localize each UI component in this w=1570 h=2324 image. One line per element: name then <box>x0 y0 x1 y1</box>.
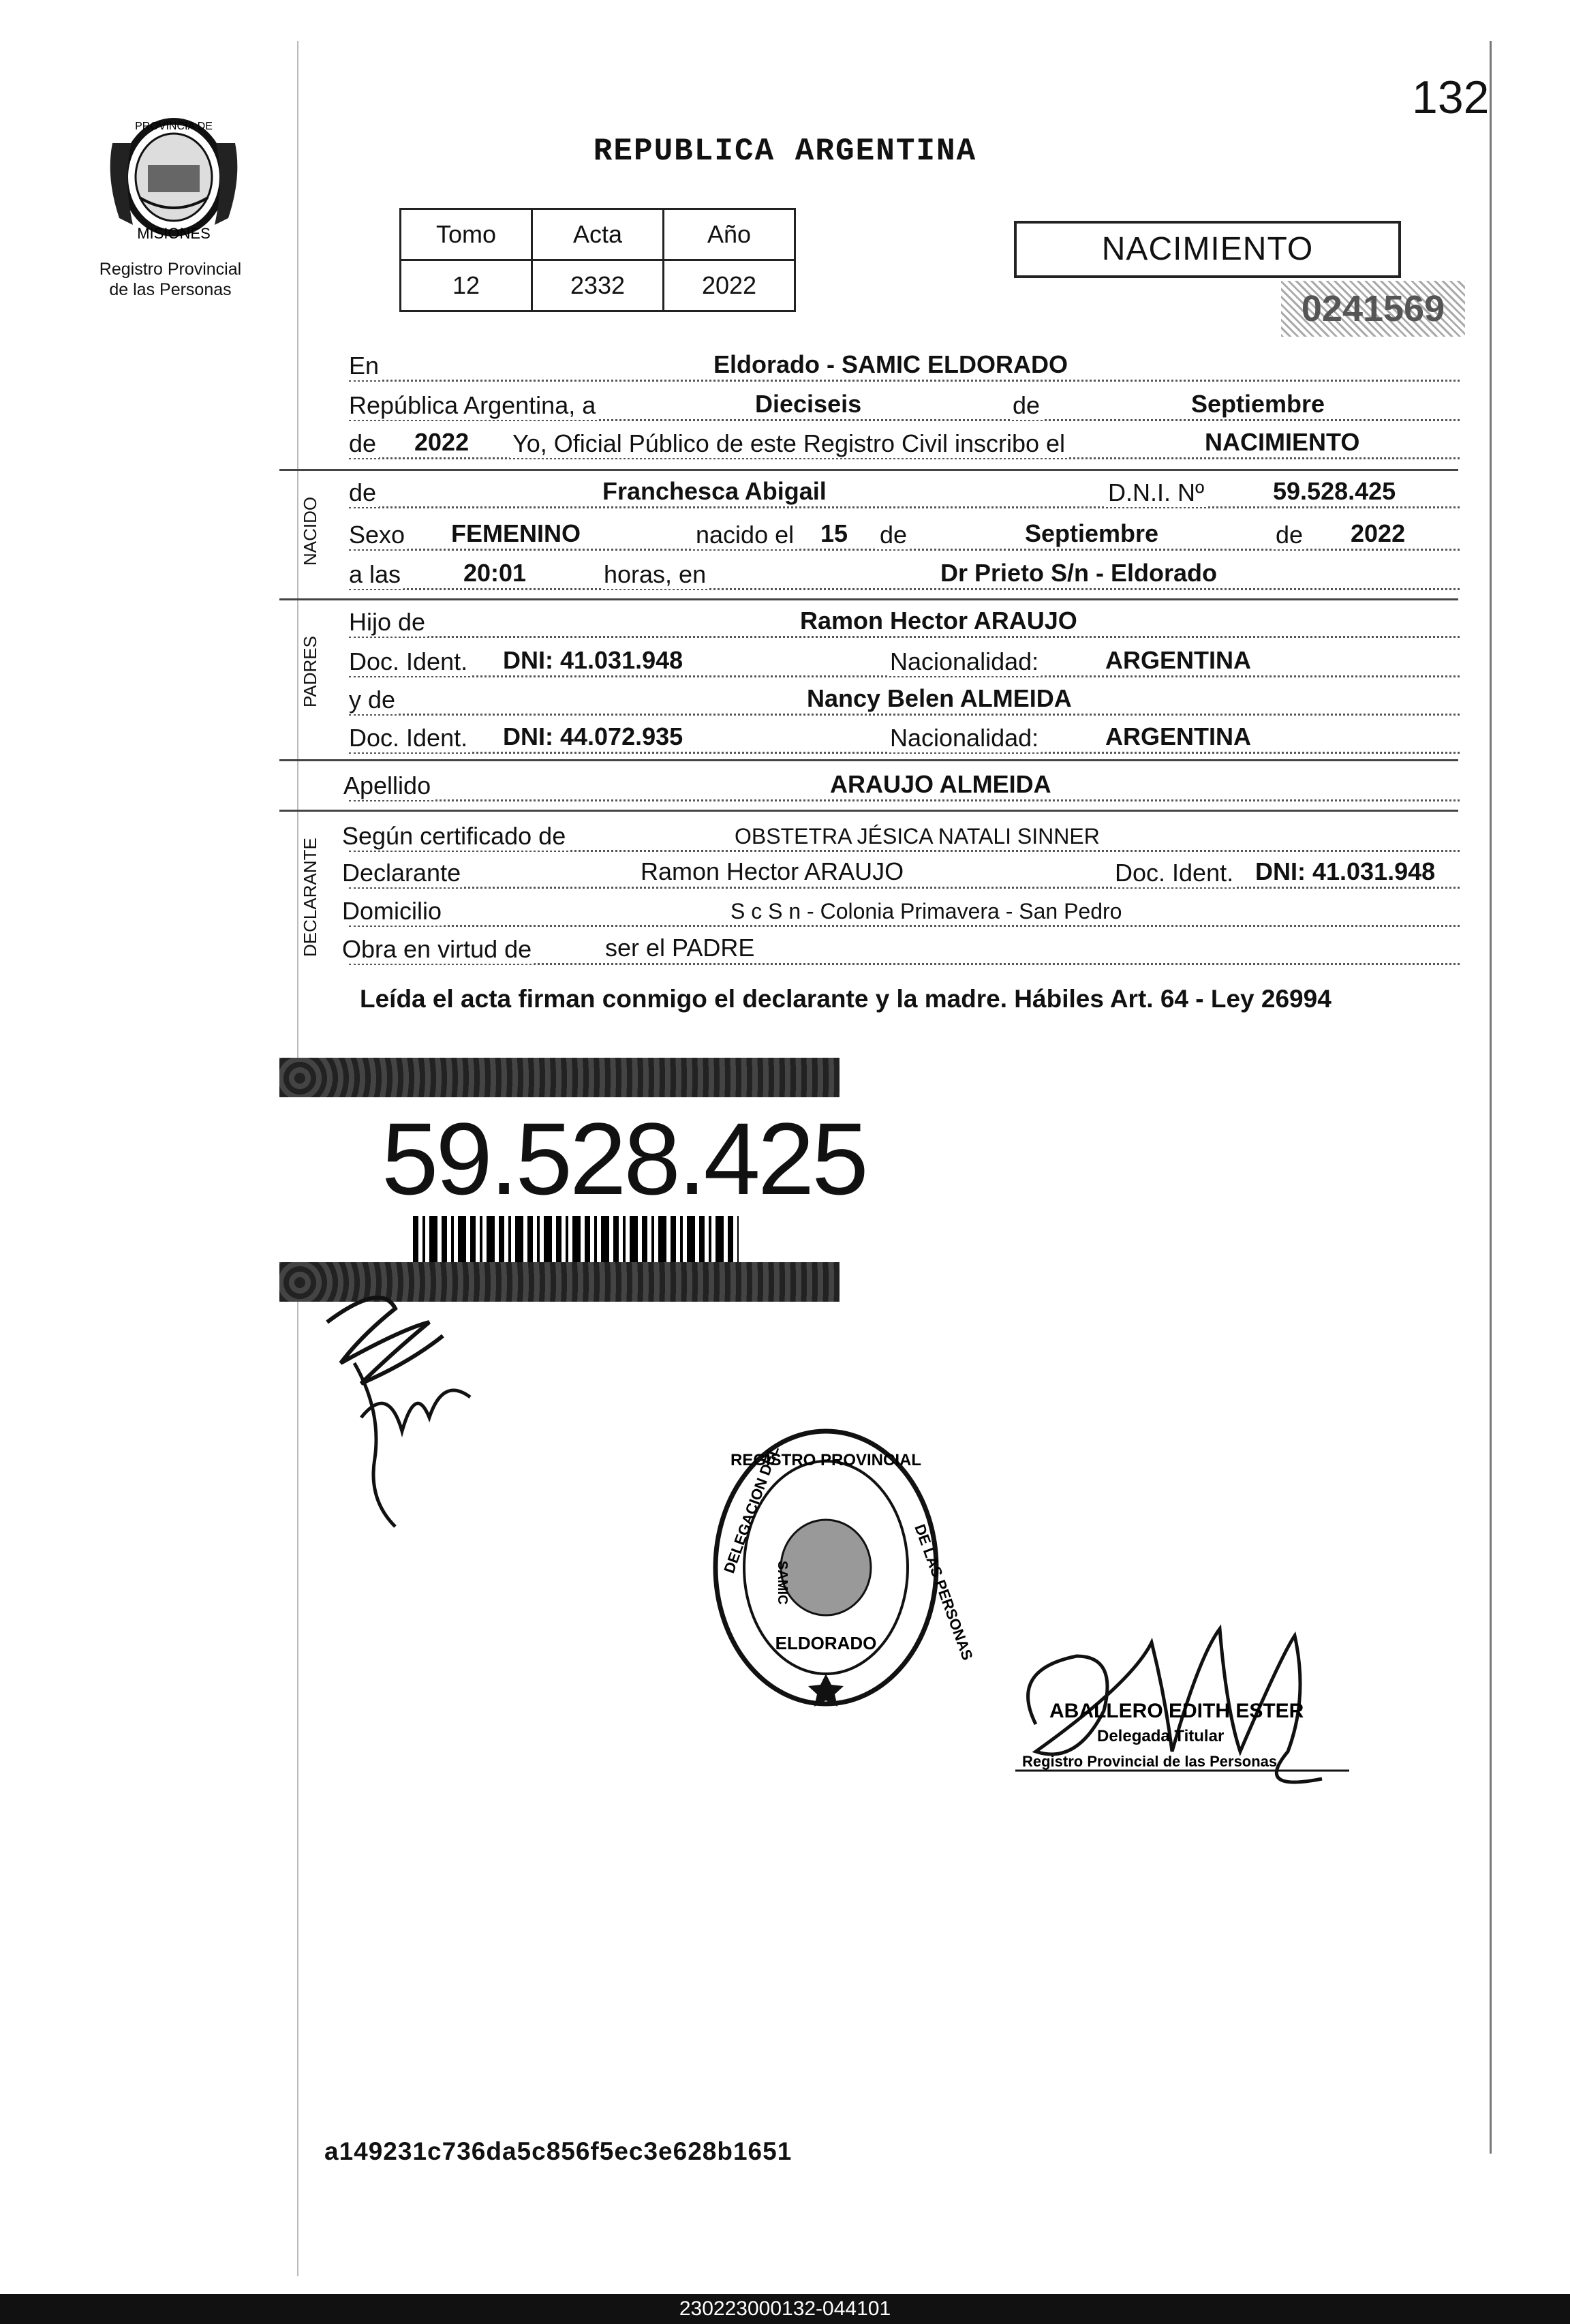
padre-nac-label: Nacionalidad: <box>887 647 1041 676</box>
svg-text:SAMIC: SAMIC <box>775 1561 790 1605</box>
hijo-label: Hijo de <box>349 608 428 637</box>
row-madre <box>349 680 1460 720</box>
dia-value: Dieciseis <box>755 390 862 418</box>
value-anio: 2022 <box>664 260 795 311</box>
row-sexo <box>349 515 1460 555</box>
record-type-box: NACIMIENTO <box>1014 221 1401 278</box>
de-label: de <box>1010 391 1043 420</box>
obra-value: ser el PADRE <box>605 934 755 962</box>
obra-label: Obra en virtud de <box>342 935 534 964</box>
domicilio-value: S c S n - Colonia Primavera - San Pedro <box>730 899 1122 923</box>
row-certificado <box>342 816 1460 856</box>
value-acta: 2332 <box>532 260 664 311</box>
separator-padres-top <box>279 598 1458 600</box>
mes-value: Septiembre <box>1191 390 1325 418</box>
separator-apellido-top <box>279 759 1458 761</box>
svg-text:DE LAS PERSONAS: DE LAS PERSONAS <box>911 1522 976 1663</box>
madre-dni-value: DNI: 44.072.935 <box>503 722 683 750</box>
declarant-signature <box>300 1281 504 1533</box>
decl-label: Declarante <box>342 859 463 887</box>
padre-doc-label: Doc. Ident. <box>349 647 470 676</box>
horas-label: horas, en <box>601 560 709 589</box>
hora-value: 20:01 <box>463 559 527 587</box>
misiones-logo-icon <box>99 102 249 252</box>
svg-text:DELEGACION DEL: DELEGACION DEL <box>720 1443 783 1576</box>
closing-text: Leída el acta firman conmigo el declarante y la madre. Hábiles Art. 64 - Ley 26994 <box>360 985 1332 1013</box>
row-hora <box>349 555 1460 594</box>
row-madre-doc <box>349 718 1460 758</box>
dni-value: 59.528.425 <box>1273 477 1396 505</box>
row-apellido <box>343 766 1460 806</box>
nombre-value: Franchesca Abigail <box>602 477 827 505</box>
row-fecha <box>349 386 1460 425</box>
padre-nac-value: ARGENTINA <box>1105 646 1251 674</box>
separator-nacido-top <box>279 469 1458 471</box>
madre-doc-label: Doc. Ident. <box>349 724 470 752</box>
lugar-value: Dr Prieto S/n - Eldorado <box>940 559 1218 587</box>
en-label: En <box>349 352 382 380</box>
svg-text:ELDORADO: ELDORADO <box>775 1633 877 1653</box>
decl-doc-label: Doc. Ident. <box>1112 859 1236 887</box>
svg-text:REGISTRO PROVINCIAL: REGISTRO PROVINCIAL <box>730 1451 922 1469</box>
footer-id-bar: 230223000132-044101 <box>0 2294 1570 2324</box>
document-hash: a149231c736da5c856f5ec3e628b1651 <box>324 2137 792 2165</box>
cert-value: OBSTETRA JÉSICA NATALI SINNER <box>735 824 1100 848</box>
row-obra <box>342 930 1460 969</box>
official-signature <box>995 1615 1390 1813</box>
barcode-number: 59.528.425 <box>382 1101 866 1216</box>
dom-label: Domicilio <box>342 897 444 926</box>
padre-dni-value: DNI: 41.031.948 <box>503 646 683 674</box>
nac-anio-value: 2022 <box>1351 519 1406 547</box>
side-label-nacido: NACIDO <box>300 496 320 566</box>
yde-label: y de <box>349 686 398 714</box>
svg-text:ABALLERO EDITH ESTER: ABALLERO EDITH ESTER <box>1049 1700 1304 1722</box>
row-padre-doc <box>349 642 1460 682</box>
sexo-label: Sexo <box>349 521 407 549</box>
svg-text:MISIONES: MISIONES <box>137 225 211 242</box>
header-anio: Año <box>664 209 795 260</box>
row-declarante <box>342 853 1460 893</box>
oficial-text: Yo, Oficial Público de este Registro Civil inscribo el <box>510 429 1068 458</box>
nombre-label: de <box>349 478 379 507</box>
hora-label: a las <box>349 560 403 589</box>
registry-seal <box>710 1424 976 1711</box>
svg-text:Registro Provincial de las Per: Registro Provincial de las Personas <box>1022 1753 1278 1770</box>
logo-caption <box>75 259 266 300</box>
apellido-value: ARAUJO ALMEIDA <box>830 770 1051 798</box>
cert-label: Según certificado de <box>342 822 568 851</box>
inscribe-value: NACIMIENTO <box>1205 428 1360 456</box>
dni-barcode-sticker <box>279 1058 866 1302</box>
nac-dia-value: 15 <box>820 519 848 547</box>
svg-text:PROVINCIA DE: PROVINCIA DE <box>135 121 213 132</box>
document-title: REPUBLICA ARGENTINA <box>593 134 977 169</box>
side-label-padres: PADRES <box>300 636 320 707</box>
de3-label: de <box>877 521 910 549</box>
sticker-band-top <box>279 1058 840 1097</box>
serial-number: 0241569 <box>1281 281 1465 337</box>
header-tomo: Tomo <box>401 209 532 260</box>
row-hijo <box>349 602 1460 642</box>
dni-label: D.N.I. Nº <box>1105 478 1207 507</box>
de4-label: de <box>1273 521 1306 549</box>
sexo-value: FEMENINO <box>451 519 581 547</box>
row-oficial <box>349 424 1460 463</box>
row-domicilio <box>342 891 1460 931</box>
nacido-label: nacido el <box>693 521 797 549</box>
separator-declarante-top <box>279 810 1458 812</box>
decl-dni-value: DNI: 41.031.948 <box>1255 857 1436 885</box>
madre-nac-value: ARGENTINA <box>1105 722 1251 750</box>
de2-label: de <box>349 429 379 458</box>
side-label-declarante: DECLARANTE <box>300 838 320 957</box>
row-nombre <box>349 473 1460 513</box>
madre-nac-label: Nacionalidad: <box>887 724 1041 752</box>
value-tomo: 12 <box>401 260 532 311</box>
page-number: 132 <box>1412 72 1490 123</box>
nac-mes-value: Septiembre <box>1025 519 1159 547</box>
rep-label: República Argentina, a <box>349 391 598 420</box>
logo-caption-line2: de las Personas <box>109 280 232 299</box>
row-en <box>349 346 1460 386</box>
right-margin-line <box>1490 41 1492 2154</box>
madre-value: Nancy Belen ALMEIDA <box>807 684 1072 712</box>
anio-value: 2022 <box>414 428 470 456</box>
header-acta: Acta <box>532 209 664 260</box>
logo-caption-line1: Registro Provincial <box>99 260 242 279</box>
apellido-label: Apellido <box>343 771 433 800</box>
padre-value: Ramon Hector ARAUJO <box>800 607 1077 634</box>
en-value: Eldorado - SAMIC ELDORADO <box>713 350 1068 378</box>
svg-text:Delegada Titular: Delegada Titular <box>1097 1727 1225 1745</box>
registry-table <box>399 208 796 312</box>
declarante-value: Ramon Hector ARAUJO <box>641 857 904 885</box>
